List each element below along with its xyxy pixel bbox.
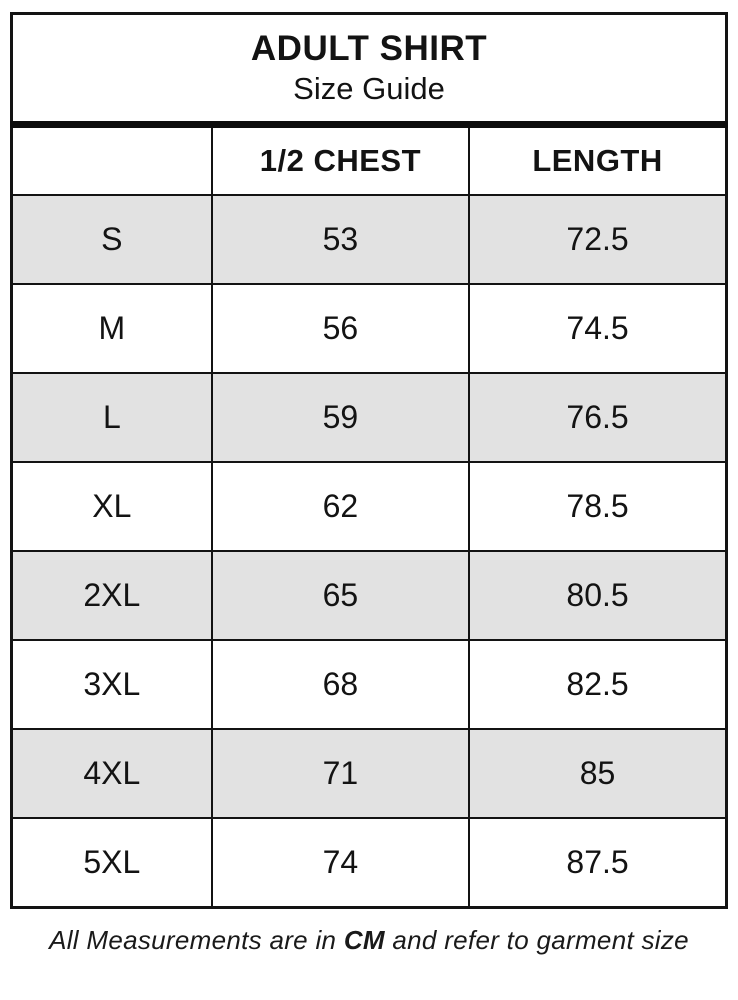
table-row bbox=[12, 640, 727, 729]
half-chest-cell: 53 bbox=[212, 195, 469, 284]
table-row bbox=[12, 373, 727, 462]
size-cell: 3XL bbox=[12, 640, 212, 729]
half-chest-cell: 62 bbox=[212, 462, 469, 551]
title-cell bbox=[12, 14, 727, 125]
length-cell: 78.5 bbox=[469, 462, 726, 551]
page-title: ADULT SHIRT bbox=[250, 29, 488, 69]
size-guide-table bbox=[10, 12, 728, 909]
header-cell-size bbox=[12, 125, 212, 196]
half-chest-cell: 68 bbox=[212, 640, 469, 729]
half-chest-cell: 74 bbox=[212, 818, 469, 908]
size-cell: L bbox=[12, 373, 212, 462]
size-cell: S bbox=[12, 195, 212, 284]
length-cell: 82.5 bbox=[469, 640, 726, 729]
half-chest-cell: 56 bbox=[212, 284, 469, 373]
half-chest-cell: 71 bbox=[212, 729, 469, 818]
length-cell: 80.5 bbox=[469, 551, 726, 640]
size-cell: 4XL bbox=[12, 729, 212, 818]
measurement-note bbox=[10, 925, 728, 956]
length-cell: 87.5 bbox=[469, 818, 726, 908]
measurement-note-prefix: All Measurements are in bbox=[49, 925, 344, 955]
size-cell: M bbox=[12, 284, 212, 373]
half-chest-cell: 59 bbox=[212, 373, 469, 462]
header-cell-length: LENGTH bbox=[469, 125, 726, 196]
size-cell: XL bbox=[12, 462, 212, 551]
page-subtitle: Size Guide bbox=[293, 70, 445, 106]
table-row bbox=[12, 551, 727, 640]
length-cell: 74.5 bbox=[469, 284, 726, 373]
measurement-note-suffix: and refer to garment size bbox=[384, 925, 689, 955]
table-row bbox=[12, 729, 727, 818]
table-header-row bbox=[12, 125, 727, 196]
length-cell: 85 bbox=[469, 729, 726, 818]
size-guide-sheet bbox=[0, 12, 738, 1000]
table-row bbox=[12, 462, 727, 551]
table-row bbox=[12, 818, 727, 908]
length-cell: 72.5 bbox=[469, 195, 726, 284]
header-cell-half-chest: 1/2 CHEST bbox=[212, 125, 469, 196]
half-chest-cell: 65 bbox=[212, 551, 469, 640]
measurement-unit: CM bbox=[343, 925, 385, 955]
title-row bbox=[12, 14, 727, 125]
size-cell: 2XL bbox=[12, 551, 212, 640]
table-row bbox=[12, 195, 727, 284]
size-cell: 5XL bbox=[12, 818, 212, 908]
length-cell: 76.5 bbox=[469, 373, 726, 462]
table-row bbox=[12, 284, 727, 373]
